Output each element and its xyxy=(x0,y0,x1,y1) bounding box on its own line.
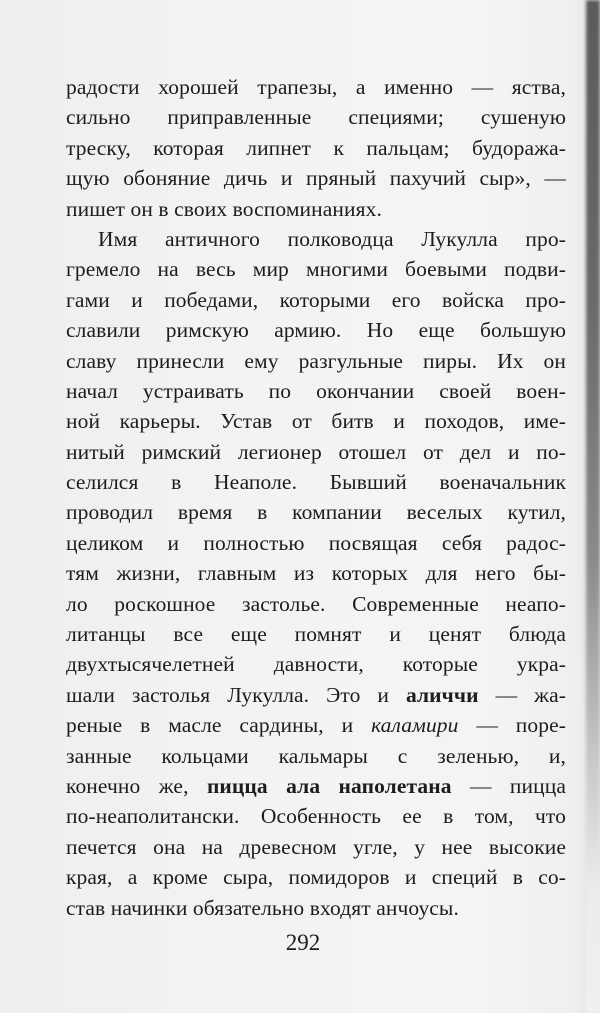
text-line: селился в Неаполе. Бывший военачальник xyxy=(66,470,566,495)
text-line: ной карьеры. Устав от битв и походов, име- xyxy=(66,409,566,434)
text-line: став начинки обязательно входят анчоусы. xyxy=(66,895,459,920)
text-line: щую обоняние дичь и пряный пахучий сыр», — xyxy=(66,166,566,191)
text-line: гами и победами, которыми его войска про- xyxy=(66,287,566,312)
scan-edge-shadow xyxy=(586,0,600,1013)
text-line: проводил время в компании веселых кутил, xyxy=(66,500,566,525)
page-number: 292 xyxy=(285,930,321,955)
text-line: сильно приправленные специями; сушеную xyxy=(66,105,566,130)
text-line-rich xyxy=(66,771,566,801)
text-line-rich xyxy=(66,680,566,710)
text-line: гремело на весь мир многими боевыми подви- xyxy=(66,257,566,282)
text-line: славили римскую армию. Но еще большую xyxy=(66,318,566,343)
text-line: занные кольцами кальмары с зеленью, и, xyxy=(66,743,566,768)
text-line: славу принесли ему разгульные пиры. Их он xyxy=(66,348,566,373)
text-line: треску, которая липнет к пальцам; будоража- xyxy=(66,135,566,160)
bold-term-alicchi: аличчи xyxy=(405,682,479,707)
text-line: тям жизни, главным из которых для него бы- xyxy=(66,561,566,586)
text-line: нитый римский легионер отошел от дел и по- xyxy=(66,439,566,464)
text-line: двухтысячелетней давности, которые укра- xyxy=(66,652,566,677)
text-line: ло роскошное застолье. Современные неапо- xyxy=(66,591,566,616)
text-span: конечно же, xyxy=(66,773,207,798)
text-span: — пицца xyxy=(451,773,567,798)
text-line: радости хорошей трапезы, а именно — яства, xyxy=(66,75,566,99)
text-line: края, а кроме сыра, помидоров и специй в со- xyxy=(66,865,566,890)
text-line: начал устраивать по окончании своей воен- xyxy=(66,378,566,403)
bold-term-pizza-napoletana: пицца ала наполетана xyxy=(206,773,452,798)
text-line: литанцы все еще помнят и ценят блюда xyxy=(66,622,566,647)
text-line-rich xyxy=(66,710,566,740)
paragraph-first-line: Имя античного полководца Лукулла про- xyxy=(98,226,566,251)
text-line: пишет он в своих воспоминаниях. xyxy=(66,196,382,221)
text-line: по-неаполитански. Особенность ее в том, что xyxy=(66,804,566,829)
italic-term-kalamiri: каламири xyxy=(371,713,459,738)
text-span: реные в масле сардины, и xyxy=(66,713,372,738)
text-span: шали застолья Лукулла. Это и xyxy=(66,682,406,707)
body-text xyxy=(66,72,566,923)
text-span: — поре- xyxy=(458,713,566,738)
text-line: целиком и полностью посвящая себя радос- xyxy=(66,530,566,555)
text-line: печется она на древесном угле, у нее высокие xyxy=(66,834,566,859)
text-span: — жа- xyxy=(478,682,566,707)
